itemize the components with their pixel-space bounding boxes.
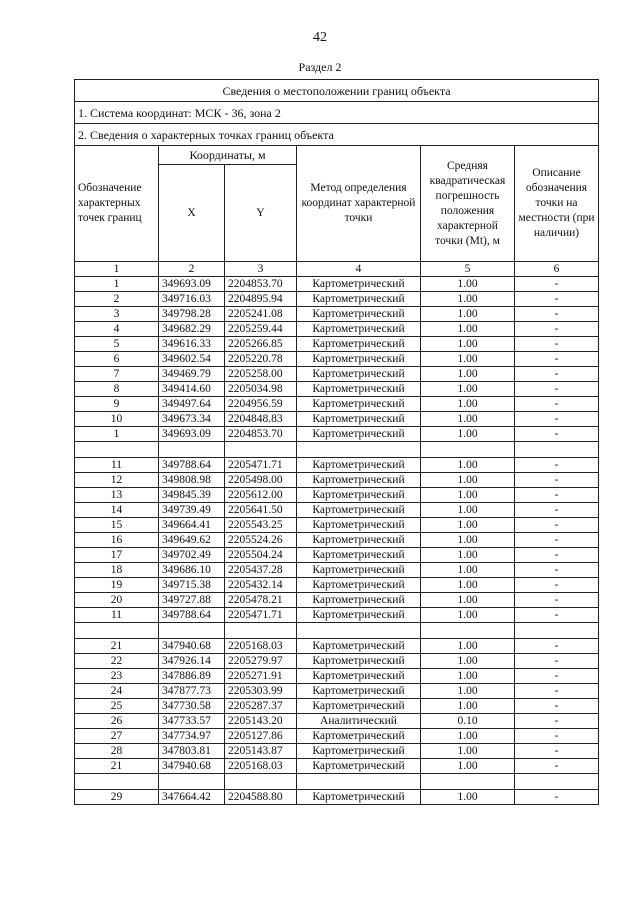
cell-description: - [515,352,599,367]
cell-error: 1.00 [421,503,515,518]
table-row [75,292,599,307]
cell-description: - [515,744,599,759]
cell-point-number: 2 [75,292,159,307]
cell-point-number: 10 [75,412,159,427]
cell-description: - [515,458,599,473]
cell-description: - [515,427,599,442]
table-row [75,397,599,412]
spacer-row [75,442,599,458]
cell-error: 1.00 [421,563,515,578]
cell-description: - [515,412,599,427]
cell-y: 2204853.70 [225,427,297,442]
cell-point-number: 26 [75,714,159,729]
cell-y: 2204956.59 [225,397,297,412]
cell-y: 2205471.71 [225,458,297,473]
table-row [75,367,599,382]
cell-method: Картометрический [297,578,421,593]
cell-point-number: 6 [75,352,159,367]
cell-point-number: 15 [75,518,159,533]
empty-cell [421,623,515,639]
cell-error: 1.00 [421,382,515,397]
table-row [75,473,599,488]
cell-error: 1.00 [421,759,515,774]
cell-point-number: 16 [75,533,159,548]
cell-error: 1.00 [421,639,515,654]
cell-error: 1.00 [421,669,515,684]
cell-method: Картометрический [297,563,421,578]
cell-point-number: 1 [75,427,159,442]
table-row [75,277,599,292]
cell-x: 349616.33 [159,337,225,352]
page-number: 42 [313,30,327,45]
cell-method: Картометрический [297,277,421,292]
column-number: 3 [225,262,297,277]
cell-y: 2205279.97 [225,654,297,669]
cell-method: Картометрический [297,593,421,608]
cell-x: 347664.42 [159,790,225,805]
table-row [75,412,599,427]
empty-cell [75,774,159,790]
table-row [75,518,599,533]
empty-cell [421,442,515,458]
cell-description: - [515,578,599,593]
cell-y: 2205287.37 [225,699,297,714]
cell-error: 1.00 [421,397,515,412]
cell-error: 1.00 [421,473,515,488]
cell-x: 347734.97 [159,729,225,744]
cell-method: Картометрический [297,458,421,473]
cell-x: 349788.64 [159,608,225,623]
table-row [75,322,599,337]
cell-x: 349673.34 [159,412,225,427]
cell-description: - [515,563,599,578]
header-coordinates: Координаты, м [159,146,297,165]
empty-cell [75,623,159,639]
cell-x: 349602.54 [159,352,225,367]
empty-cell [421,774,515,790]
cell-y: 2205271.91 [225,669,297,684]
cell-point-number: 9 [75,397,159,412]
cell-y: 2205437.28 [225,563,297,578]
cell-point-number: 25 [75,699,159,714]
table-row [75,563,599,578]
header-method: Метод определения координат характерной точки [297,146,421,262]
cell-method: Картометрический [297,744,421,759]
cell-description: - [515,518,599,533]
cell-method: Картометрический [297,639,421,654]
table-row [75,744,599,759]
header-row-1 [75,146,599,165]
cell-error: 1.00 [421,352,515,367]
column-number: 4 [297,262,421,277]
cell-x: 347926.14 [159,654,225,669]
empty-cell [297,623,421,639]
cell-x: 349693.09 [159,427,225,442]
empty-cell [75,442,159,458]
cell-x: 349469.79 [159,367,225,382]
cell-y: 2205266.85 [225,337,297,352]
cell-x: 349727.88 [159,593,225,608]
cell-y: 2205641.50 [225,503,297,518]
cell-description: - [515,548,599,563]
cell-description: - [515,292,599,307]
cell-error: 1.00 [421,427,515,442]
table-row [75,790,599,805]
cell-error: 1.00 [421,277,515,292]
cell-y: 2205303.99 [225,684,297,699]
cell-description: - [515,639,599,654]
cell-method: Картометрический [297,729,421,744]
cell-point-number: 1 [75,277,159,292]
cell-method: Картометрический [297,367,421,382]
empty-cell [225,442,297,458]
cell-method: Картометрический [297,382,421,397]
cell-error: 1.00 [421,367,515,382]
cell-x: 349649.62 [159,533,225,548]
cell-y: 2204895.94 [225,292,297,307]
cell-description: - [515,593,599,608]
table-row [75,639,599,654]
cell-description: - [515,382,599,397]
cell-method: Картометрический [297,337,421,352]
table-row [75,533,599,548]
cell-y: 2205498.00 [225,473,297,488]
cell-description: - [515,729,599,744]
cell-x: 347886.89 [159,669,225,684]
cell-description: - [515,699,599,714]
cell-description: - [515,533,599,548]
cell-method: Картометрический [297,473,421,488]
table-row [75,593,599,608]
cell-method: Картометрический [297,397,421,412]
cell-error: 1.00 [421,593,515,608]
table-row [75,729,599,744]
spacer-row [75,774,599,790]
header-x: X [159,165,225,262]
cell-point-number: 24 [75,684,159,699]
cell-point-number: 20 [75,593,159,608]
cell-description: - [515,488,599,503]
cell-method: Аналитический [297,714,421,729]
cell-description: - [515,277,599,292]
table-row [75,548,599,563]
cell-error: 1.00 [421,744,515,759]
cell-error: 1.00 [421,518,515,533]
cell-description: - [515,322,599,337]
cell-method: Картометрический [297,322,421,337]
cell-y: 2205504.24 [225,548,297,563]
cell-error: 1.00 [421,790,515,805]
cell-description: - [515,608,599,623]
cell-method: Картометрический [297,503,421,518]
cell-y: 2205259.44 [225,322,297,337]
cell-point-number: 11 [75,608,159,623]
cell-method: Картометрический [297,759,421,774]
column-number-row [75,262,599,277]
cell-method: Картометрический [297,307,421,322]
cell-y: 2205258.00 [225,367,297,382]
cell-x: 347940.68 [159,759,225,774]
cell-y: 2205168.03 [225,759,297,774]
header-error: Средняя квадратическая погрешность положения характерной точки (Mt), м [421,146,515,262]
cell-point-number: 11 [75,458,159,473]
cell-y: 2205478.21 [225,593,297,608]
cell-method: Картометрический [297,790,421,805]
coord-system-label: 1. Система координат: МСК - 36, зона 2 [75,102,599,124]
table-row [75,654,599,669]
table-row [75,458,599,473]
cell-point-number: 12 [75,473,159,488]
cell-y: 2205432.14 [225,578,297,593]
cell-y: 2205034.98 [225,382,297,397]
cell-error: 1.00 [421,684,515,699]
cell-error: 1.00 [421,412,515,427]
cell-point-number: 18 [75,563,159,578]
cell-description: - [515,759,599,774]
column-number: 5 [421,262,515,277]
cell-x: 347940.68 [159,639,225,654]
cell-error: 1.00 [421,322,515,337]
cell-x: 349686.10 [159,563,225,578]
header-point-designation: Обозначение характерных точек границ [75,146,159,262]
cell-method: Картометрический [297,548,421,563]
empty-cell [159,442,225,458]
table-row [75,608,599,623]
cell-description: - [515,684,599,699]
coord-system-row [75,102,599,124]
cell-description: - [515,367,599,382]
cell-error: 1.00 [421,307,515,322]
cell-method: Картометрический [297,488,421,503]
cell-y: 2204853.70 [225,277,297,292]
cell-y: 2204848.83 [225,412,297,427]
table-row [75,578,599,593]
cell-point-number: 8 [75,382,159,397]
points-info-label: 2. Сведения о характерных точках границ объекта [75,124,599,146]
cell-description: - [515,503,599,518]
cell-description: - [515,790,599,805]
empty-cell [159,774,225,790]
cell-method: Картометрический [297,699,421,714]
cell-description: - [515,654,599,669]
cell-method: Картометрический [297,427,421,442]
table-row [75,684,599,699]
cell-y: 2205127.86 [225,729,297,744]
empty-cell [225,623,297,639]
cell-method: Картометрический [297,654,421,669]
points-info-row [75,124,599,146]
cell-error: 1.00 [421,654,515,669]
cell-point-number: 29 [75,790,159,805]
cell-description: - [515,669,599,684]
cell-error: 1.00 [421,578,515,593]
cell-y: 2205612.00 [225,488,297,503]
cell-point-number: 27 [75,729,159,744]
cell-x: 349798.28 [159,307,225,322]
cell-point-number: 3 [75,307,159,322]
cell-error: 1.00 [421,729,515,744]
empty-cell [297,774,421,790]
cell-description: - [515,473,599,488]
cell-y: 2205143.87 [225,744,297,759]
cell-error: 1.00 [421,533,515,548]
cell-y: 2205543.25 [225,518,297,533]
boundary-points-table [74,79,599,805]
empty-cell [515,774,599,790]
cell-x: 349808.98 [159,473,225,488]
cell-x: 349739.49 [159,503,225,518]
cell-point-number: 19 [75,578,159,593]
cell-x: 349702.49 [159,548,225,563]
cell-error: 1.00 [421,337,515,352]
cell-y: 2205241.08 [225,307,297,322]
empty-cell [225,774,297,790]
cell-point-number: 13 [75,488,159,503]
empty-cell [515,442,599,458]
table-row [75,427,599,442]
cell-description: - [515,397,599,412]
table-row [75,714,599,729]
cell-y: 2204588.80 [225,790,297,805]
table-body [75,80,599,805]
table-row [75,352,599,367]
header-description: Описание обозначения точки на местности (при наличии) [515,146,599,262]
cell-point-number: 17 [75,548,159,563]
cell-x: 349845.39 [159,488,225,503]
table-row [75,382,599,397]
table-row [75,669,599,684]
cell-y: 2205471.71 [225,608,297,623]
cell-point-number: 21 [75,639,159,654]
cell-y: 2205524.26 [225,533,297,548]
table-row [75,488,599,503]
cell-method: Картометрический [297,608,421,623]
cell-x: 349716.03 [159,292,225,307]
cell-x: 347877.73 [159,684,225,699]
cell-method: Картометрический [297,684,421,699]
cell-point-number: 21 [75,759,159,774]
cell-method: Картометрический [297,518,421,533]
cell-method: Картометрический [297,352,421,367]
cell-method: Картометрический [297,533,421,548]
table-row [75,699,599,714]
cell-method: Картометрический [297,669,421,684]
table-title-row [75,80,599,102]
cell-point-number: 28 [75,744,159,759]
spacer-row [75,623,599,639]
cell-method: Картометрический [297,412,421,427]
cell-point-number: 23 [75,669,159,684]
cell-x: 349715.38 [159,578,225,593]
cell-description: - [515,337,599,352]
cell-method: Картометрический [297,292,421,307]
cell-x: 347730.58 [159,699,225,714]
cell-point-number: 7 [75,367,159,382]
table-row [75,337,599,352]
cell-error: 1.00 [421,699,515,714]
cell-y: 2205168.03 [225,639,297,654]
cell-x: 349414.60 [159,382,225,397]
empty-cell [297,442,421,458]
header-y: Y [225,165,297,262]
cell-y: 2205220.78 [225,352,297,367]
cell-x: 349664.41 [159,518,225,533]
cell-description: - [515,714,599,729]
cell-x: 349497.64 [159,397,225,412]
cell-point-number: 5 [75,337,159,352]
cell-x: 349682.29 [159,322,225,337]
cell-error: 0.10 [421,714,515,729]
cell-x: 347803.81 [159,744,225,759]
table-row [75,307,599,322]
cell-error: 1.00 [421,488,515,503]
cell-point-number: 22 [75,654,159,669]
cell-point-number: 4 [75,322,159,337]
cell-x: 347733.57 [159,714,225,729]
table-row [75,759,599,774]
cell-error: 1.00 [421,548,515,563]
table-row [75,503,599,518]
cell-x: 349788.64 [159,458,225,473]
empty-cell [159,623,225,639]
table-title: Сведения о местоположении границ объекта [75,80,599,102]
cell-error: 1.00 [421,608,515,623]
column-number: 1 [75,262,159,277]
cell-error: 1.00 [421,292,515,307]
cell-error: 1.00 [421,458,515,473]
section-title: Раздел 2 [298,60,342,74]
column-number: 6 [515,262,599,277]
cell-y: 2205143.20 [225,714,297,729]
cell-point-number: 14 [75,503,159,518]
cell-description: - [515,307,599,322]
empty-cell [515,623,599,639]
column-number: 2 [159,262,225,277]
cell-x: 349693.09 [159,277,225,292]
